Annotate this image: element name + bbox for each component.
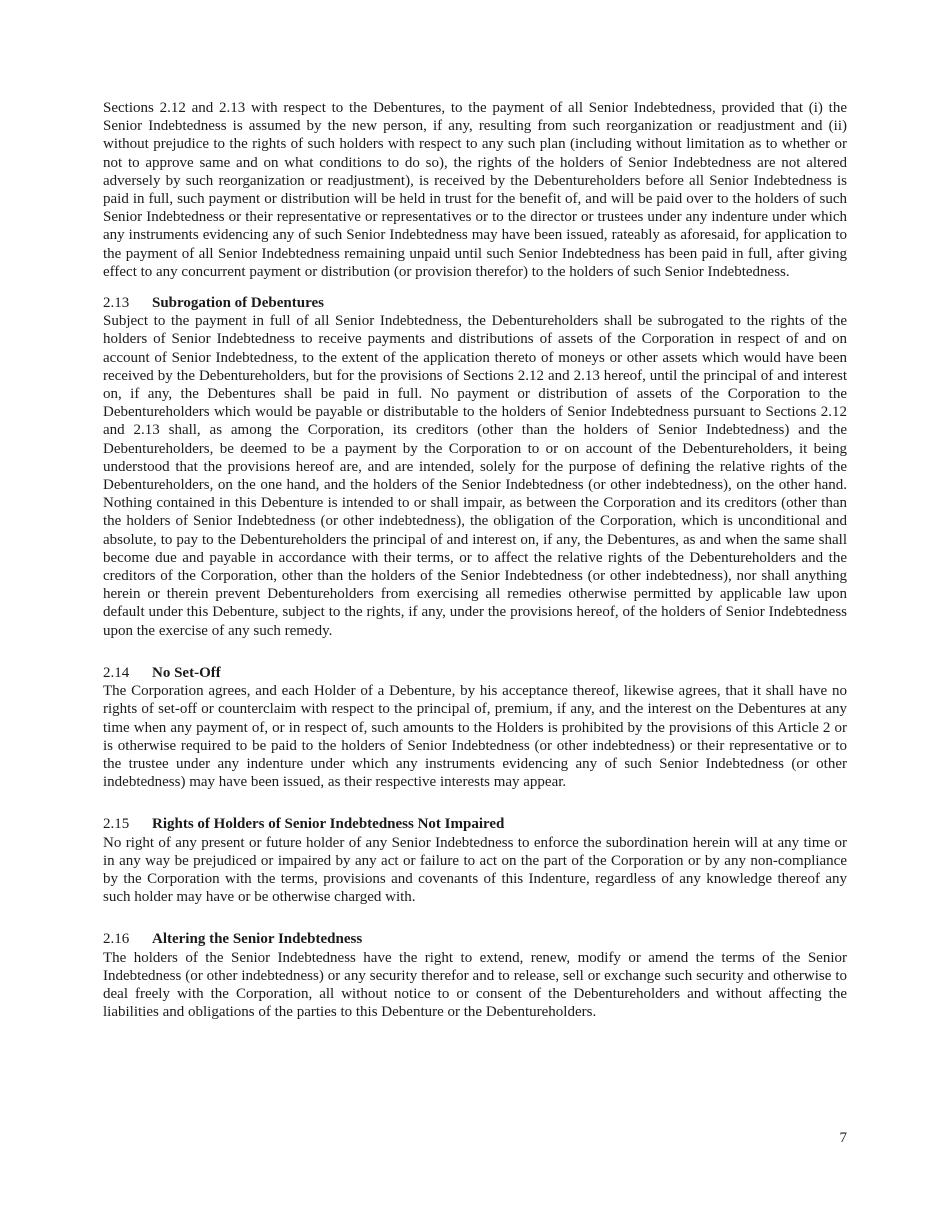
section-title: Altering the Senior Indebtedness bbox=[152, 931, 363, 948]
section-number: 2.14 bbox=[103, 664, 130, 681]
section-number: 2.15 bbox=[103, 816, 130, 833]
section-body: No right of any present or future holder of any Senior Indebtedness to enforce the subordination herein will at any time or in any way be prejudiced or impaired by any act or failure to act on the part of the Corporation or by any non-compliance by the Corporation with the terms, provisions and covenants of this Indenture, regardless of any knowledge thereof any such holder may have or be otherwise charged with. bbox=[103, 834, 847, 906]
section-body: Subject to the payment in full of all Senior Indebtedness, the Debentureholders shall be subrogated to the rights of the holders of Senior Indebtedness to receive payments and distributions of assets of the Corporation in respect of and on account of Senior Indebtedness, to the extent of the application thereto of moneys or other assets which would have been received by the Debentureholders, but for the provisions of Sections 2.12 and 2.13 hereof, until the principal of and interest on, if any, the Debentures shall be paid in full. No payment or distribution of assets of the Corporation to the Debentureholders which would be payable or distributable to the holders of Senior Indebtedness pursuant to Sections 2.12 and 2.13 shall, as among the Corporation, its creditors (other than the holders of Senior Indebtedness) and the Debentureholders, be deemed to be a payment by the Corporation to or on account of the Debentureholders, it being understood that the provisions hereof are, and are intended, solely for the purpose of defining the relative rights of the Debentureholders, on the one hand, and the holders of the Senior Indebtedness (or other indebtedness), on the other hand. Nothing contained in this Debenture is intended to or shall impair, as between the Corporation and its creditors (other than the holders of Senior Indebtedness (or other indebtedness), the obligation of the Corporation, which is unconditional and absolute, to pay to the Debentureholders the principal of and interest on, if any, the Debentures, as and when the same shall become due and payable in accordance with their terms, or to affect the relative rights of the Debentureholders and the creditors of the Corporation, other than the holders of the Senior Indebtedness (or other indebtedness), nor shall anything herein or therein prevent Debentureholders from exercising all remedies otherwise permitted by applicable law upon default under this Debenture, subject to the rights, if any, under the provisions hereof, of the holders of Senior Indebtedness upon the exercise of any such remedy. bbox=[103, 313, 847, 639]
section-heading bbox=[103, 815, 847, 833]
section-body: The holders of the Senior Indebtedness have the right to extend, renew, modify or amend the terms of the Senior Indebtedness (or other indebtedness) or any security therefor and to release, sell or exchange such security and otherwise to deal freely with the Corporation, all without notice to or consent of the Debentureholders and without affecting the liabilities and obligations of the parties to this Debenture or the Debentureholders. bbox=[103, 949, 847, 1021]
section-heading bbox=[103, 664, 847, 682]
section-number: 2.16 bbox=[103, 931, 130, 948]
section-2-16 bbox=[103, 930, 847, 1021]
section-title: Subrogation of Debentures bbox=[152, 295, 324, 312]
section-2-15 bbox=[103, 815, 847, 906]
section-heading bbox=[103, 930, 847, 948]
page-number: 7 bbox=[839, 1130, 847, 1146]
section-number: 2.13 bbox=[103, 295, 130, 312]
section-title: Rights of Holders of Senior Indebtedness Not Impaired bbox=[152, 816, 505, 833]
document-content bbox=[103, 99, 847, 1021]
section-heading bbox=[103, 294, 847, 312]
intro-paragraph: Sections 2.12 and 2.13 with respect to the Debentures, to the payment of all Senior Indebtedness, provided that (i) the Senior Indebtedness is assumed by the new person, if any, resulting from such reorganization or readjustment and (ii) without prejudice to the rights of such holders with respect to any such plan (including without limitation as to whether or not to approve same and on what conditions to do so), the rights of the holders of Senior Indebtedness are not altered adversely by such reorganization or readjustment), is received by the Debentureholders before all Senior Indebtedness is paid in full, such payment or distribution will be held in trust for the benefit of, and will be paid over to the holders of such Senior Indebtedness or their representative or representatives or to the director or trustees under any indenture under which any instruments evidencing any of such Senior Indebtedness may have been issued, rateably as aforesaid, for application to the payment of all Senior Indebtedness remaining unpaid until such Senior Indebtedness has been paid in full, after giving effect to any concurrent payment or distribution (or provision therefor) to the holders of such Senior Indebtedness. bbox=[103, 100, 847, 280]
section-title: No Set-Off bbox=[152, 664, 221, 681]
section-body: The Corporation agrees, and each Holder of a Debenture, by his acceptance thereof, likewise agrees, that it shall have no rights of set-off or counterclaim with respect to the principal of, premium, if any, and the interest on the Debentures at any time when any payment of, or in respect of, such amounts to the Holders is prohibited by the provisions of this Article 2 or is otherwise required to be paid to the holders of Senior Indebtedness (or other indebtedness) or their representative or to the trustee under any indenture under which any instruments evidencing any of such Senior Indebtedness (or other indebtedness) may have been issued, as their respective interests may appear. bbox=[103, 683, 847, 791]
section-2-13 bbox=[103, 294, 847, 640]
section-2-14 bbox=[103, 664, 847, 791]
